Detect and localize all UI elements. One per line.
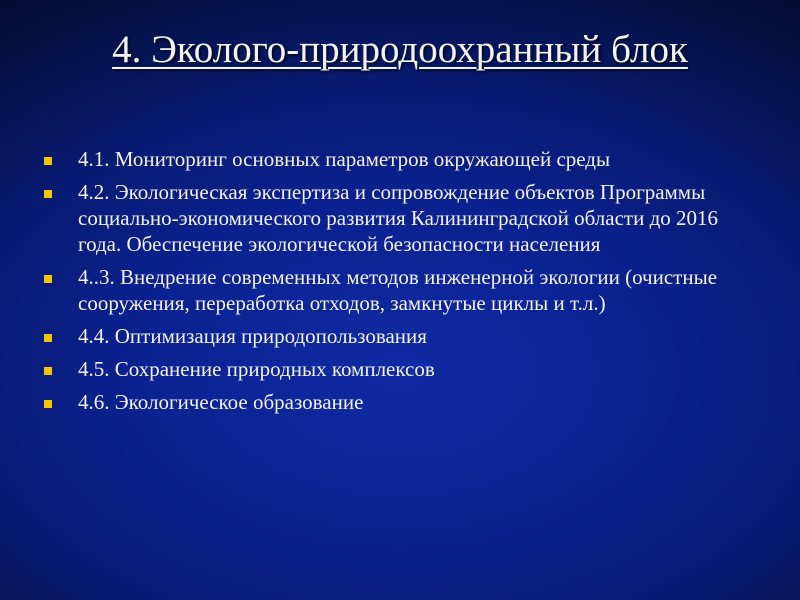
- list-item: [42, 323, 762, 349]
- list-item-text: 4..3. Внедрение современных методов инженерной экологии (очистные сооружения, переработка отходов, замкнутые циклы и т.л.): [78, 265, 718, 315]
- list-item: [42, 179, 762, 257]
- list-item-text: 4.5. Сохранение природных комплексов: [78, 357, 435, 381]
- bullet-list: [42, 146, 762, 422]
- square-bullet-icon: [44, 157, 52, 165]
- square-bullet-icon: [44, 275, 52, 283]
- list-item-text: 4.6. Экологическое образование: [78, 390, 364, 414]
- list-item-text: 4.1. Мониторинг основных параметров окружающей среды: [78, 147, 611, 171]
- list-item: [42, 264, 762, 316]
- list-item: [42, 146, 762, 172]
- square-bullet-icon: [44, 190, 52, 198]
- list-item-text: 4.2. Экологическая экспертиза и сопровождение объектов Программы социально-экономического развития Калининградской области до 2016 года. Обеспечение экологической безопасности населения: [78, 180, 719, 256]
- list-item: [42, 356, 762, 382]
- square-bullet-icon: [44, 367, 52, 375]
- square-bullet-icon: [44, 400, 52, 408]
- square-bullet-icon: [44, 334, 52, 342]
- list-item: [42, 389, 762, 415]
- list-item-text: 4.4. Оптимизация природопользования: [78, 324, 427, 348]
- slide-title: 4. Эколого-природоохранный блок: [112, 28, 688, 71]
